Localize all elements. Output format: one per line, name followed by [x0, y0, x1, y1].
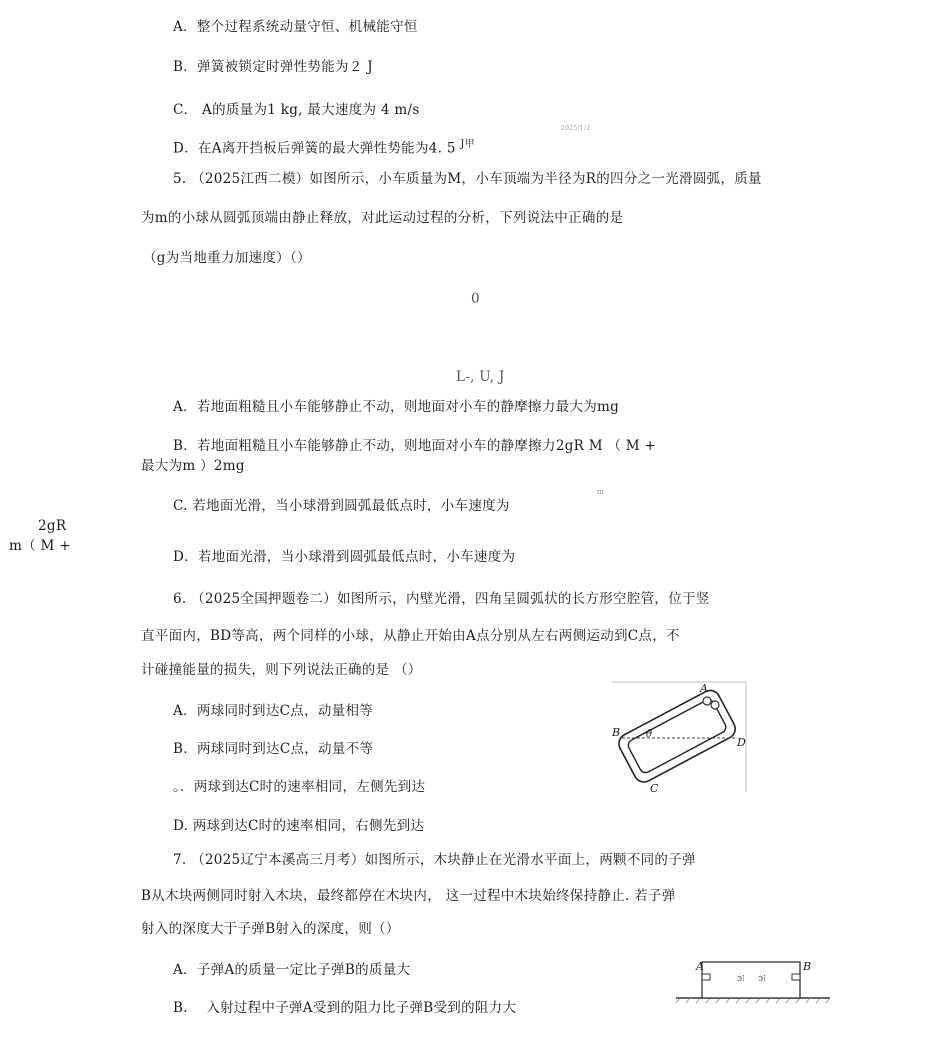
q6-label-b: B: [612, 726, 621, 739]
q7-bullet-a-inner: ↄ⁝: [737, 974, 745, 984]
q5-m-mark: m: [597, 488, 604, 496]
q6-option-c: 。．两球到达C时的速率相同，左侧先到达: [173, 779, 426, 795]
q5-stem-line-2: 为m的小球从圆弧顶端由静止释放，对此运动过程的分析，下列说法中正确的是: [141, 210, 624, 226]
q7-wooden-block: [702, 962, 800, 998]
q4-option-d-tail: J甲: [460, 139, 475, 150]
q5-option-c: C. 若地面光滑，当小球滑到圆弧最低点时，小车速度为: [173, 498, 510, 514]
q7-bullet-b-inner: ↄ⁝: [758, 974, 766, 984]
q7-stem-line-1: 7. （2025辽宁本溪高三月考）如图所示，木块静止在光滑水平面上，两颗不同的子弹: [173, 852, 696, 868]
q5-option-b-line-2: 最大为m ）2mg: [141, 458, 245, 474]
q4-tiny-mark: 2025/1/2: [561, 125, 591, 132]
q6-ball-right: [711, 701, 719, 709]
q7-option-a: A．子弹A的质量一定比子弹B的质量大: [173, 962, 411, 978]
q7-block-figure: [676, 956, 832, 1004]
q6-option-d: D. 两球到达C时的速率相同，右侧先到达: [173, 818, 425, 834]
q7-label-b: B: [803, 960, 812, 973]
q4-option-b: B．弹簧被锁定时弹性势能为２ J: [173, 59, 373, 75]
q6-stem-line-3: 计碰撞能量的损失，则下列说法正确的是 （）: [141, 662, 422, 678]
q6-option-b: B．两球同时到达C点，动量不等: [173, 741, 374, 757]
q4-option-d: [173, 136, 475, 158]
q5-figure-top-label: 0: [471, 291, 480, 307]
q6-stem-line-2: 直平面内，BD等高，两个同样的小球，从静止开始由A点分别从左右两侧运动到C点，不: [141, 628, 680, 644]
q6-option-a: A．两球同时到达C点，动量相等: [173, 703, 374, 719]
q5-option-b-line-1: B．若地面粗糙且小车能够静止不动，则地面对小车的静摩擦力2gR M （ M +: [173, 438, 657, 454]
q6-label-a: A: [700, 682, 708, 695]
q5-stem-line-1: 5. （2025江西二模）如图所示，小车质量为M，小车顶端为半径为R的四分之一光滑圆弧，质量: [173, 171, 762, 187]
q7-bullet-a: [702, 974, 710, 980]
q5-option-a: A．若地面粗糙且小车能够静止不动，则地面对小车的静摩擦力最大为mg: [173, 399, 620, 415]
q5-stem-line-3: （g为当地重力加速度）（）: [143, 250, 311, 266]
q6-tube-figure: [608, 680, 750, 796]
q5-option-d: D．若地面光滑，当小球滑到圆弧最低点时，小车速度为: [173, 549, 516, 565]
q5-side-formula-2: m（ M +: [9, 538, 71, 554]
q7-label-a: A: [696, 960, 704, 973]
q6-stem-line-1: 6. （2025全国押题卷二）如图所示，内壁光滑，四角呈圆弧状的长方形空腔管，位于竖: [173, 591, 710, 607]
q7-stem-line-3: 射入的深度大于子弹B射入的深度，则（）: [141, 921, 400, 937]
q5-side-formula-1: 2gR: [38, 518, 67, 534]
q5-figure-bottom-label: L-, U, J: [456, 369, 505, 385]
q4-option-c: C． A的质量为1 kg, 最大速度为 4 m/s: [173, 102, 420, 118]
q7-option-b: B. 入射过程中子弹A受到的阻力比子弹B受到的阻力大: [173, 1000, 517, 1016]
q7-bullet-b: [792, 974, 800, 980]
q4-option-a: A．整个过程系统动量守恒、机械能守恒: [173, 19, 418, 35]
q6-ball-left: [703, 697, 711, 705]
q6-label-d: D: [737, 736, 746, 749]
q4-option-d-text: D．在A离开挡板后弹簧的最大弹性势能为4. 5: [173, 140, 456, 157]
q7-stem-line-2: B从木块两侧同时射入木块，最终都停在木块内， 这一过程中木块始终保持静止. 若子弹: [141, 888, 676, 904]
q6-label-c: C: [650, 782, 659, 795]
q6-label-theta: θ: [646, 729, 653, 740]
